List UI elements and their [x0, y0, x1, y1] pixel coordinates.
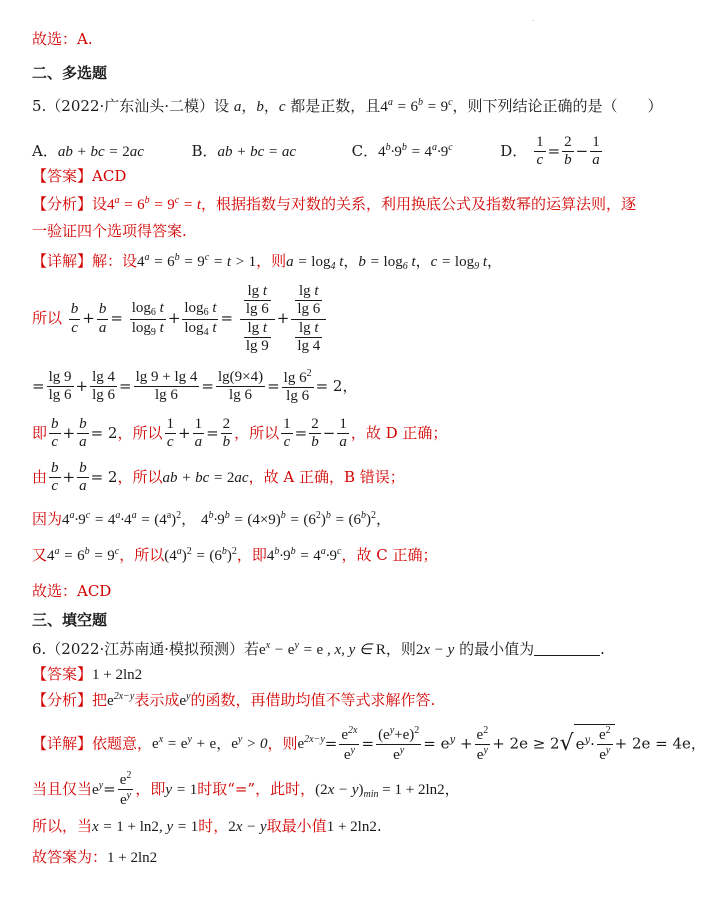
q5-analysis: 【分析】设$4^a = 6^b = 9^c = t$，根据指数与对数的关系，利用换底公式及指数幂的运算法则，逐 — [32, 195, 637, 213]
option-a: A． — [32, 141, 58, 160]
q5-ji-line: 即 $\frac{b}{c}$ + $\frac{b}{a}$ = 2，所以 $\frac{1}{c}$ + $\frac{1}{a}$ = $\frac{2}{b}$ ，所以 $\frac{1}{c}$ = $\frac{2}{b}$ − $\frac{1}{a}$ ，故 D 正确； — [32, 416, 448, 451]
q5-lg-line: = $\frac{\lg 9}{\lg 6}$ + $\frac{\lg 4}{\lg 6}$ = $\frac{\lg 9 + \lg 4}{\lg 6}$ = $\frac{\lg(9\times 4)}{\lg 6}$ = $\frac{\lg 6^2}{\lg 6}$ = 2， — [32, 368, 358, 405]
q5-again-line: 又$4^a = 6^b = 9^c$，所以$(4^a)^2 = (6^b)^2$，即$4^b\cdot 9^b = 4^a\cdot 9^c$，故 C 正确； — [32, 546, 438, 564]
q5-because-line: 因为$4^a\cdot 9^c = 4^a\cdot 4^a = (4^a)^2$， $4^b\cdot 9^b = (4\times 9)^b = (6^2)^b = (6^b)^2$， — [32, 510, 392, 528]
q6-when-line: 当且仅当$e^y=$ $\frac{e^2}{e^y}$ ，即y = 1时取“=”，此时，$(2x - y)_{min} = 1 + 2\ln 2$， — [32, 770, 460, 809]
q5-options: A．ab + bc = 2ac B．ab + bc = ac C．$4^b\cdot 9^b = 4^a\cdot 9^c$ D． $\frac{1}{c}$ = $\frac{2}{b}$ − $\frac{1}{a}$ — [32, 134, 600, 169]
q6-analysis: 【分析】把$e^{2x-y}$表示成$e^y$的函数，再借助均值不等式求解作答. — [32, 691, 436, 709]
q5-detail: 【详解】解：设$4^a = 6^b = 9^c = t > 1$，则$a = \log_4 t$，$b = \log_6 t$，$c = \log_9 t$， — [32, 252, 503, 272]
q5-answer: 【答案】ACD — [32, 167, 127, 185]
section-2-heading: 二、多选题 — [32, 64, 108, 82]
section-3-heading: 三、填空题 — [32, 611, 108, 629]
q6-stem: 6.（2022·江苏南通·模拟预测）若$e^x - e^y = e$ , x, y ∈ R，则2x − y 的最小值为 . — [32, 640, 605, 658]
q6-answer: 【答案】1 + 2ln2 — [32, 665, 143, 683]
q4-answer: 故选：A. — [32, 30, 93, 48]
q5-stem: 5.（2022·广东汕头·二模）设 a，b，c 都是正数，且$4^a = 6^b = 9^c$，则下列结论正确的是（ ） — [32, 97, 663, 115]
corner-dot: . — [532, 16, 534, 23]
q5-you-line: 由 $\frac{b}{c}$ + $\frac{b}{a}$ = 2，所以ab + bc = 2ac，故 A 正确，B 错误； — [32, 460, 405, 495]
option-c: C． — [351, 141, 379, 160]
q5-so-line: 所以 $\frac{b}{c}$ + $\frac{b}{a}$ = $\frac{\log_6 t}{\log_9 t}$ + $\frac{\log_6 t}{\log_4 t}$ = $\frac{\frac{\text{lg t}}{\lg 6}}{\frac{\text{lg t}}{\lg 9}}$ + $\frac{\frac{\text{lg t}}{\lg 6}}{\frac{\text{lg t}}{\lg 4}}$ — [32, 283, 328, 355]
q6-so-line: 所以，当x = 1 + ln2, y = 1时，2x − y取最小值1 + 2ln2. — [32, 817, 382, 835]
q6-detail: 【详解】依题意，$e^x = e^y + e$，$e^y > 0$，则$e^{2x-y}=$ $\frac{e^{2x}}{e^y}$ = $\frac{(e^y+e)^2}{e^y}$ = $e^y$ + $\frac{e^2}{e^y}$ + 2e ≥ 2√ $e^y\cdot$ $\frac{e^2}{e^y}$ + 2e = 4e， — [32, 724, 706, 764]
q5-analysis-cont: 一验证四个选项得答案. — [32, 222, 187, 240]
q6-final: 故答案为：1 + 2ln2 — [32, 848, 158, 866]
option-b: B． — [191, 141, 218, 160]
q5-final: 故选：ACD — [32, 582, 112, 600]
option-d: D． — [500, 141, 528, 160]
answer-blank — [534, 641, 600, 656]
